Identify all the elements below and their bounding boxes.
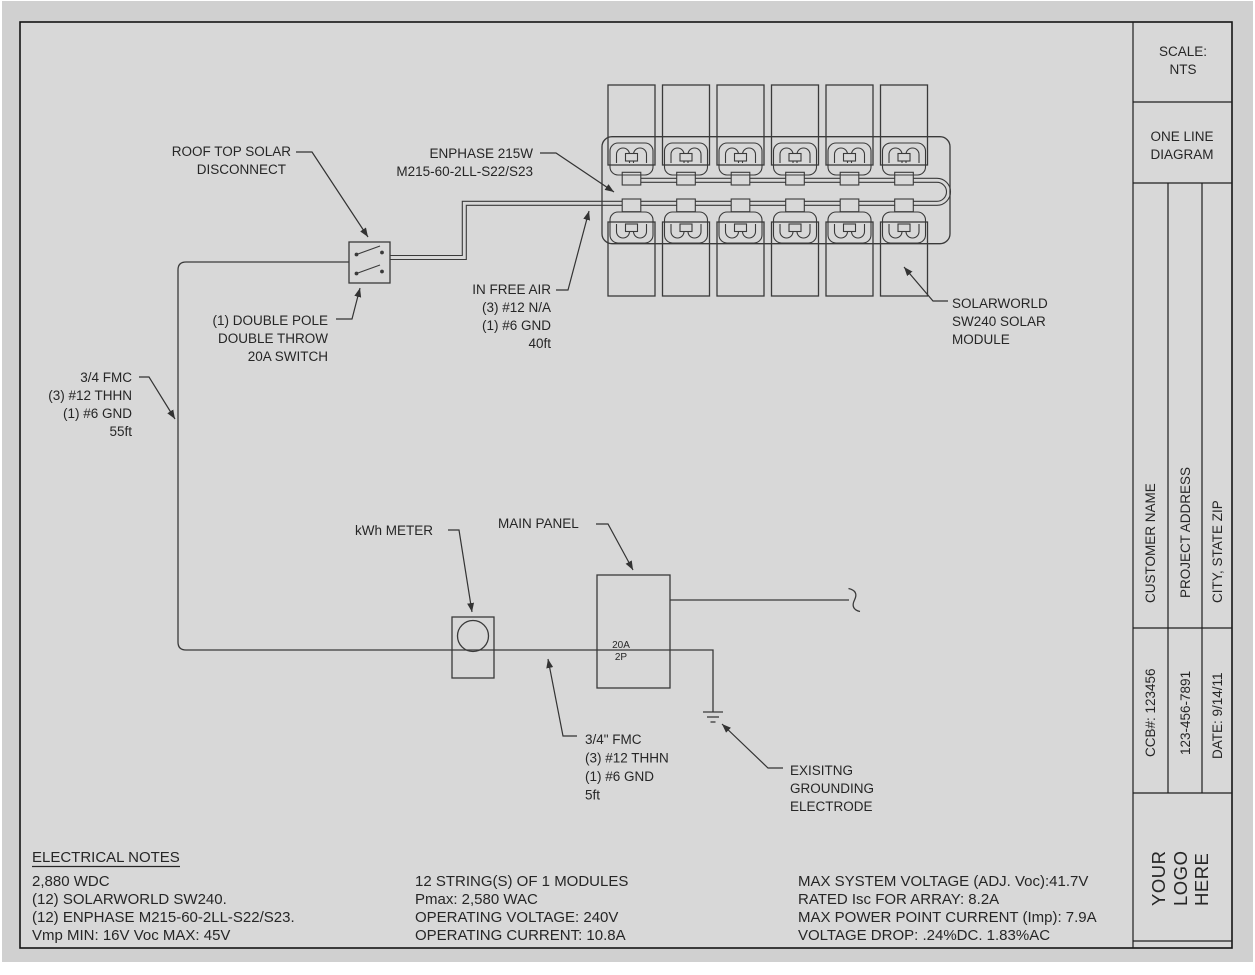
svg-text:ONE LINE: ONE LINE: [1150, 129, 1214, 144]
svg-text:DOUBLE THROW: DOUBLE THROW: [217, 331, 328, 346]
switch-pole-dot: [380, 270, 384, 274]
svg-text:(1) #6 GND: (1) #6 GND: [585, 769, 655, 784]
breaker-poles-label: 2P: [614, 652, 628, 663]
customer-name: CUSTOMER NAME: [1143, 483, 1158, 603]
svg-text:EXISITNG: EXISITNG: [790, 763, 854, 778]
svg-text:12 STRING(S) OF 1 MODULES: 12 STRING(S) OF 1 MODULES: [415, 873, 629, 890]
svg-text:M215-60-2LL-S22/S23: M215-60-2LL-S22/S23: [396, 164, 533, 179]
svg-text:(3) #12 N/A: (3) #12 N/A: [481, 300, 551, 315]
label-kwh-meter: kWh METER: [355, 523, 434, 538]
svg-text:Pmax: 2,580 WAC: Pmax: 2,580 WAC: [415, 891, 538, 908]
svg-text:2,880 WDC: 2,880 WDC: [32, 873, 110, 890]
svg-text:55ft: 55ft: [109, 424, 132, 439]
project-address: PROJECT ADDRESS: [1178, 466, 1193, 598]
date: DATE: 9/14/11: [1210, 672, 1225, 759]
svg-text:(1) #6 GND: (1) #6 GND: [62, 406, 132, 421]
svg-text:SW240 SOLAR: SW240 SOLAR: [952, 314, 1046, 329]
trunk-connector: [731, 172, 750, 185]
svg-text:(3) #12 THHN: (3) #12 THHN: [48, 388, 132, 403]
trunk-connector: [840, 199, 859, 212]
trunk-connector: [786, 172, 805, 185]
city-state-zip: CITY, STATE ZIP: [1210, 500, 1225, 603]
svg-text:NTS: NTS: [1169, 62, 1197, 77]
trunk-connector: [622, 199, 641, 212]
svg-text:(12) ENPHASE M215-60-2LL-S22/S: (12) ENPHASE M215-60-2LL-S22/S23.: [32, 909, 295, 926]
label-main-panel: MAIN PANEL: [498, 516, 579, 531]
trunk-connector: [840, 172, 859, 185]
svg-text:MAX POWER POINT CURRENT (Imp):: MAX POWER POINT CURRENT (Imp): 7.9A: [798, 909, 1097, 926]
svg-text:40ft: 40ft: [528, 336, 551, 351]
svg-text:5ft: 5ft: [585, 787, 601, 803]
svg-text:YOUR: YOUR: [1148, 850, 1169, 906]
electrical-notes-title: ELECTRICAL NOTES: [32, 849, 180, 866]
svg-text:OPERATING VOLTAGE: 240V: OPERATING VOLTAGE: 240V: [415, 909, 619, 926]
svg-text:ROOF TOP SOLAR: ROOF TOP SOLAR: [171, 144, 291, 159]
disconnect-switch: [349, 242, 390, 283]
string-notes: [415, 873, 628, 944]
svg-text:DIAGRAM: DIAGRAM: [1150, 147, 1214, 162]
svg-text:3/4" FMC: 3/4" FMC: [585, 732, 642, 747]
svg-text:VOLTAGE DROP: .24%DC. 1.83%AC: VOLTAGE DROP: .24%DC. 1.83%AC: [798, 927, 1051, 944]
svg-text:IN FREE AIR: IN FREE AIR: [472, 282, 551, 297]
svg-text:ENPHASE 215W: ENPHASE 215W: [429, 146, 533, 161]
svg-text:3/4 FMC: 3/4 FMC: [80, 370, 132, 385]
svg-text:ELECTRODE: ELECTRODE: [790, 799, 873, 814]
trunk-connector: [622, 172, 641, 185]
svg-text:(3) #12 THHN: (3) #12 THHN: [585, 750, 669, 766]
svg-text:SOLARWORLD: SOLARWORLD: [952, 296, 1048, 311]
svg-text:HERE: HERE: [1191, 852, 1212, 906]
svg-text:DISCONNECT: DISCONNECT: [196, 162, 286, 177]
trunk-connector: [677, 199, 696, 212]
trunk-connector: [895, 172, 914, 185]
trunk-connector: [786, 199, 805, 212]
svg-text:(1) #6 GND: (1) #6 GND: [481, 318, 551, 333]
svg-text:MODULE: MODULE: [952, 332, 1010, 347]
svg-text:OPERATING CURRENT: 10.8A: OPERATING CURRENT: 10.8A: [415, 927, 626, 944]
svg-text:RATED Isc FOR ARRAY: 8.2A: RATED Isc FOR ARRAY: 8.2A: [798, 891, 1000, 908]
svg-text:MAX SYSTEM VOLTAGE (ADJ. Voc):: MAX SYSTEM VOLTAGE (ADJ. Voc):41.7V: [798, 873, 1089, 890]
trunk-connector: [895, 199, 914, 212]
breaker-amps-label: 20A: [612, 640, 630, 651]
svg-text:GROUNDING: GROUNDING: [790, 781, 874, 796]
svg-text:LOGO: LOGO: [1170, 850, 1191, 906]
svg-text:(12) SOLARWORLD SW240.: (12) SOLARWORLD SW240.: [32, 891, 227, 908]
ccb-number: CCB#: 123456: [1143, 668, 1158, 757]
trunk-connector: [677, 172, 696, 185]
svg-text:Vmp MIN: 16V Voc MAX: 45V: Vmp MIN: 16V Voc MAX: 45V: [32, 927, 231, 944]
svg-text:20A SWITCH: 20A SWITCH: [247, 349, 328, 364]
svg-text:SCALE:: SCALE:: [1158, 44, 1208, 59]
logo-placeholder: [1148, 851, 1212, 906]
svg-text:(1) DOUBLE POLE: (1) DOUBLE POLE: [212, 313, 328, 328]
trunk-connector: [731, 199, 750, 212]
switch-pole-dot: [380, 251, 384, 255]
phone-number: 123-456-7891: [1178, 670, 1193, 755]
